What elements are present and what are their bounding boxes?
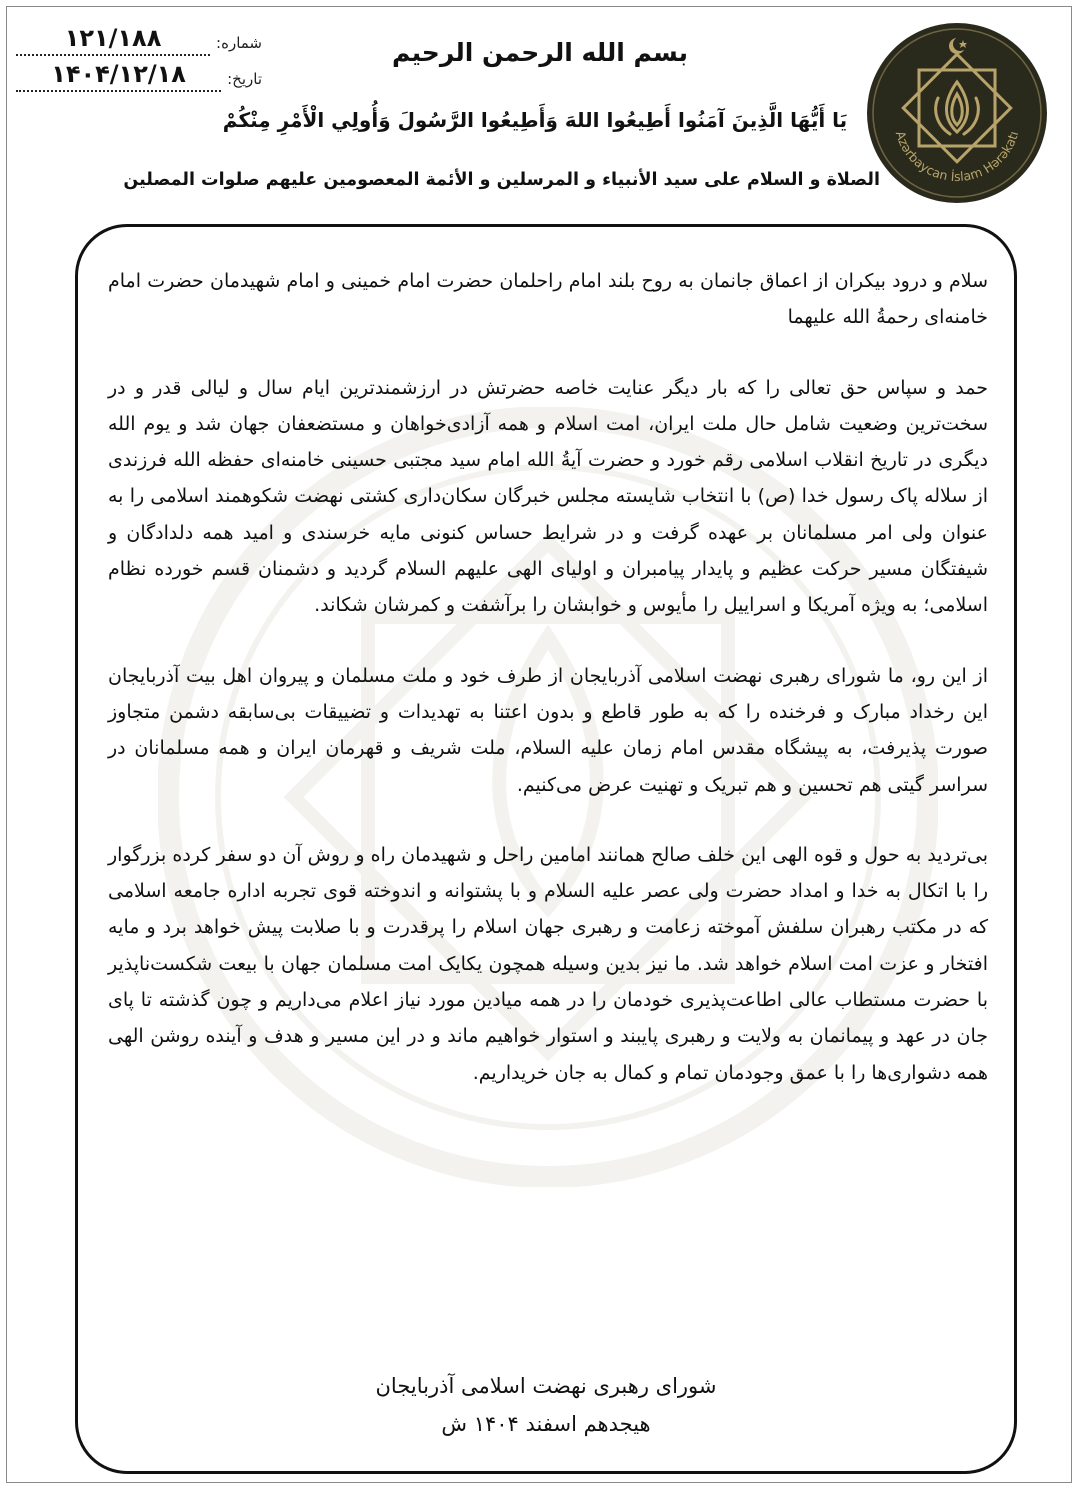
organization-logo bbox=[864, 20, 1050, 206]
letter-date-field bbox=[16, 58, 262, 92]
signature-org: شورای رهبری نهضت اسلامی آذربایجان bbox=[375, 1374, 717, 1398]
logo-text: Azərbaycan İslam Hərəkatı bbox=[892, 129, 1022, 185]
letter-date-label: تاریخ: bbox=[227, 70, 262, 88]
signature-date: هیجدهم اسفند ۱۴۰۴ ش bbox=[441, 1412, 651, 1436]
body-paragraph: حمد و سپاس حق تعالی را که بار دیگر عنایت خاصه حضرتش در ارزشمندترین ایام سال و لیالی قدر و در سخت‌ترین وضعیت شامل حال ملت ایران، امت اسلام و همه آزادی‌خواهان و مستضعفان جهان شد و یوم الله دیگری در تاریخ انقلاب اسلامی رقم خورد و حضرت آیةُ الله امام سید مجتبی حسینی خامنه‌ای حفظه الله فرزندی از سلاله پاک رسول خدا (ص) با انتخاب شایسته مجلس خبرگان سکان‌داری کشتی نهضت شکوهمند اسلامی را به عنوان ولی امر مسلمانان بر عهده گرفت و در شرایط حساس کنونی مایه خرسندی و امید همه دلدادگان و شیفتگان مسیر حرکت عظیم و پایدار پیامبران و اولیای الهی علیهم السلام گردید و دشمنان قسم خورده نظام اسلامی؛ به ویژه آمریکا و اسراییل را مأیوس و خوابشان را برآشفت و کمرشان شکاند. bbox=[108, 376, 988, 617]
signature-block bbox=[78, 1367, 1014, 1443]
salawat-line: الصلاة و السلام على سيد الأنبياء و المرسلين و الأئمة المعصومين عليهم صلوات المصلين bbox=[123, 170, 880, 190]
flame-star-emblem-icon bbox=[864, 20, 1050, 206]
quran-verse: يَا أَيُّهَا الَّذِينَ آمَنُوا أَطِيعُوا اللهَ وَأَطِيعُوا الرَّسُولَ وَأُولِي الْأَمْرِ مِنْكُمْ bbox=[222, 108, 848, 132]
letter-number-label: شماره: bbox=[216, 34, 262, 52]
body-paragraph: بی‌تردید به حول و قوه الهی این خلف صالح همانند امامین راحل و شهیدمان راه و روش آن دو سفر کرده بزرگوار را با اتکال به خدا و امداد حضرت ولی عصر علیه السلام و با پشتوانه و اندوخته قوی تجربه اداره جامعه اسلامی که در مکتب رهبران سلفش آموخته زعامت و رهبری جهان اسلام را پرقدرت و با صلابت پیش خواهد برد و مایه افتخار و عزت امت اسلام خواهد شد. ما نیز بدین وسیله همچون یکایک امت مسلمان جهان با بیعت شکست‌ناپذیر با حضرت مستطاب عالی اطاعت‌پذیری خودمان را در همه میادین مورد نیاز اعلام می‌داریم و چون گذشته تا پای جان در عهد و پیمانمان به ولایت و رهبری پایبند و استوار خواهیم ماند و در این مسیر و هدف و آینده روشن الهی همه دشواری‌ها را با عمق وجودمان تمام و کمال به جان خریداریم. bbox=[108, 843, 988, 1084]
letter-body-frame bbox=[75, 224, 1017, 1474]
body-paragraph: از این رو، ما شورای رهبری نهضت اسلامی آذربایجان از طرف خود و ملت مسلمان و پیروان اهل بیت آذربایجان این رخداد مبارک و فرخنده را که به طور قاطع و بدون اعتنا به تهدیدات و تضییقات بی‌سابقه دشمن متجاوز صورت پذیرفت، به پیشگاه مقدس امام زمان علیه السلام، ملت شریف و قهرمان ایران و همه مسلمانان در سراسر گیتی هم تحسین و هم تبریک و تهنیت عرض می‌کنیم. bbox=[108, 664, 988, 796]
body-paragraph: سلام و درود بیکران از اعماق جانمان به روح بلند امام راحلمان حضرت امام خمینی و امام شهیدمان حضرت امام خامنه‌ای رحمةُ الله علیهما bbox=[108, 270, 988, 329]
letter-number-field bbox=[16, 22, 262, 56]
letter-date-value: ۱۴۰۴/۱۲/۱۸ bbox=[51, 60, 186, 88]
letter-body bbox=[108, 263, 988, 1125]
letter-number-value: ۱۲۱/۱۸۸ bbox=[64, 24, 162, 52]
basmala-heading: بسم الله الرحمن الرحيم bbox=[392, 38, 688, 67]
